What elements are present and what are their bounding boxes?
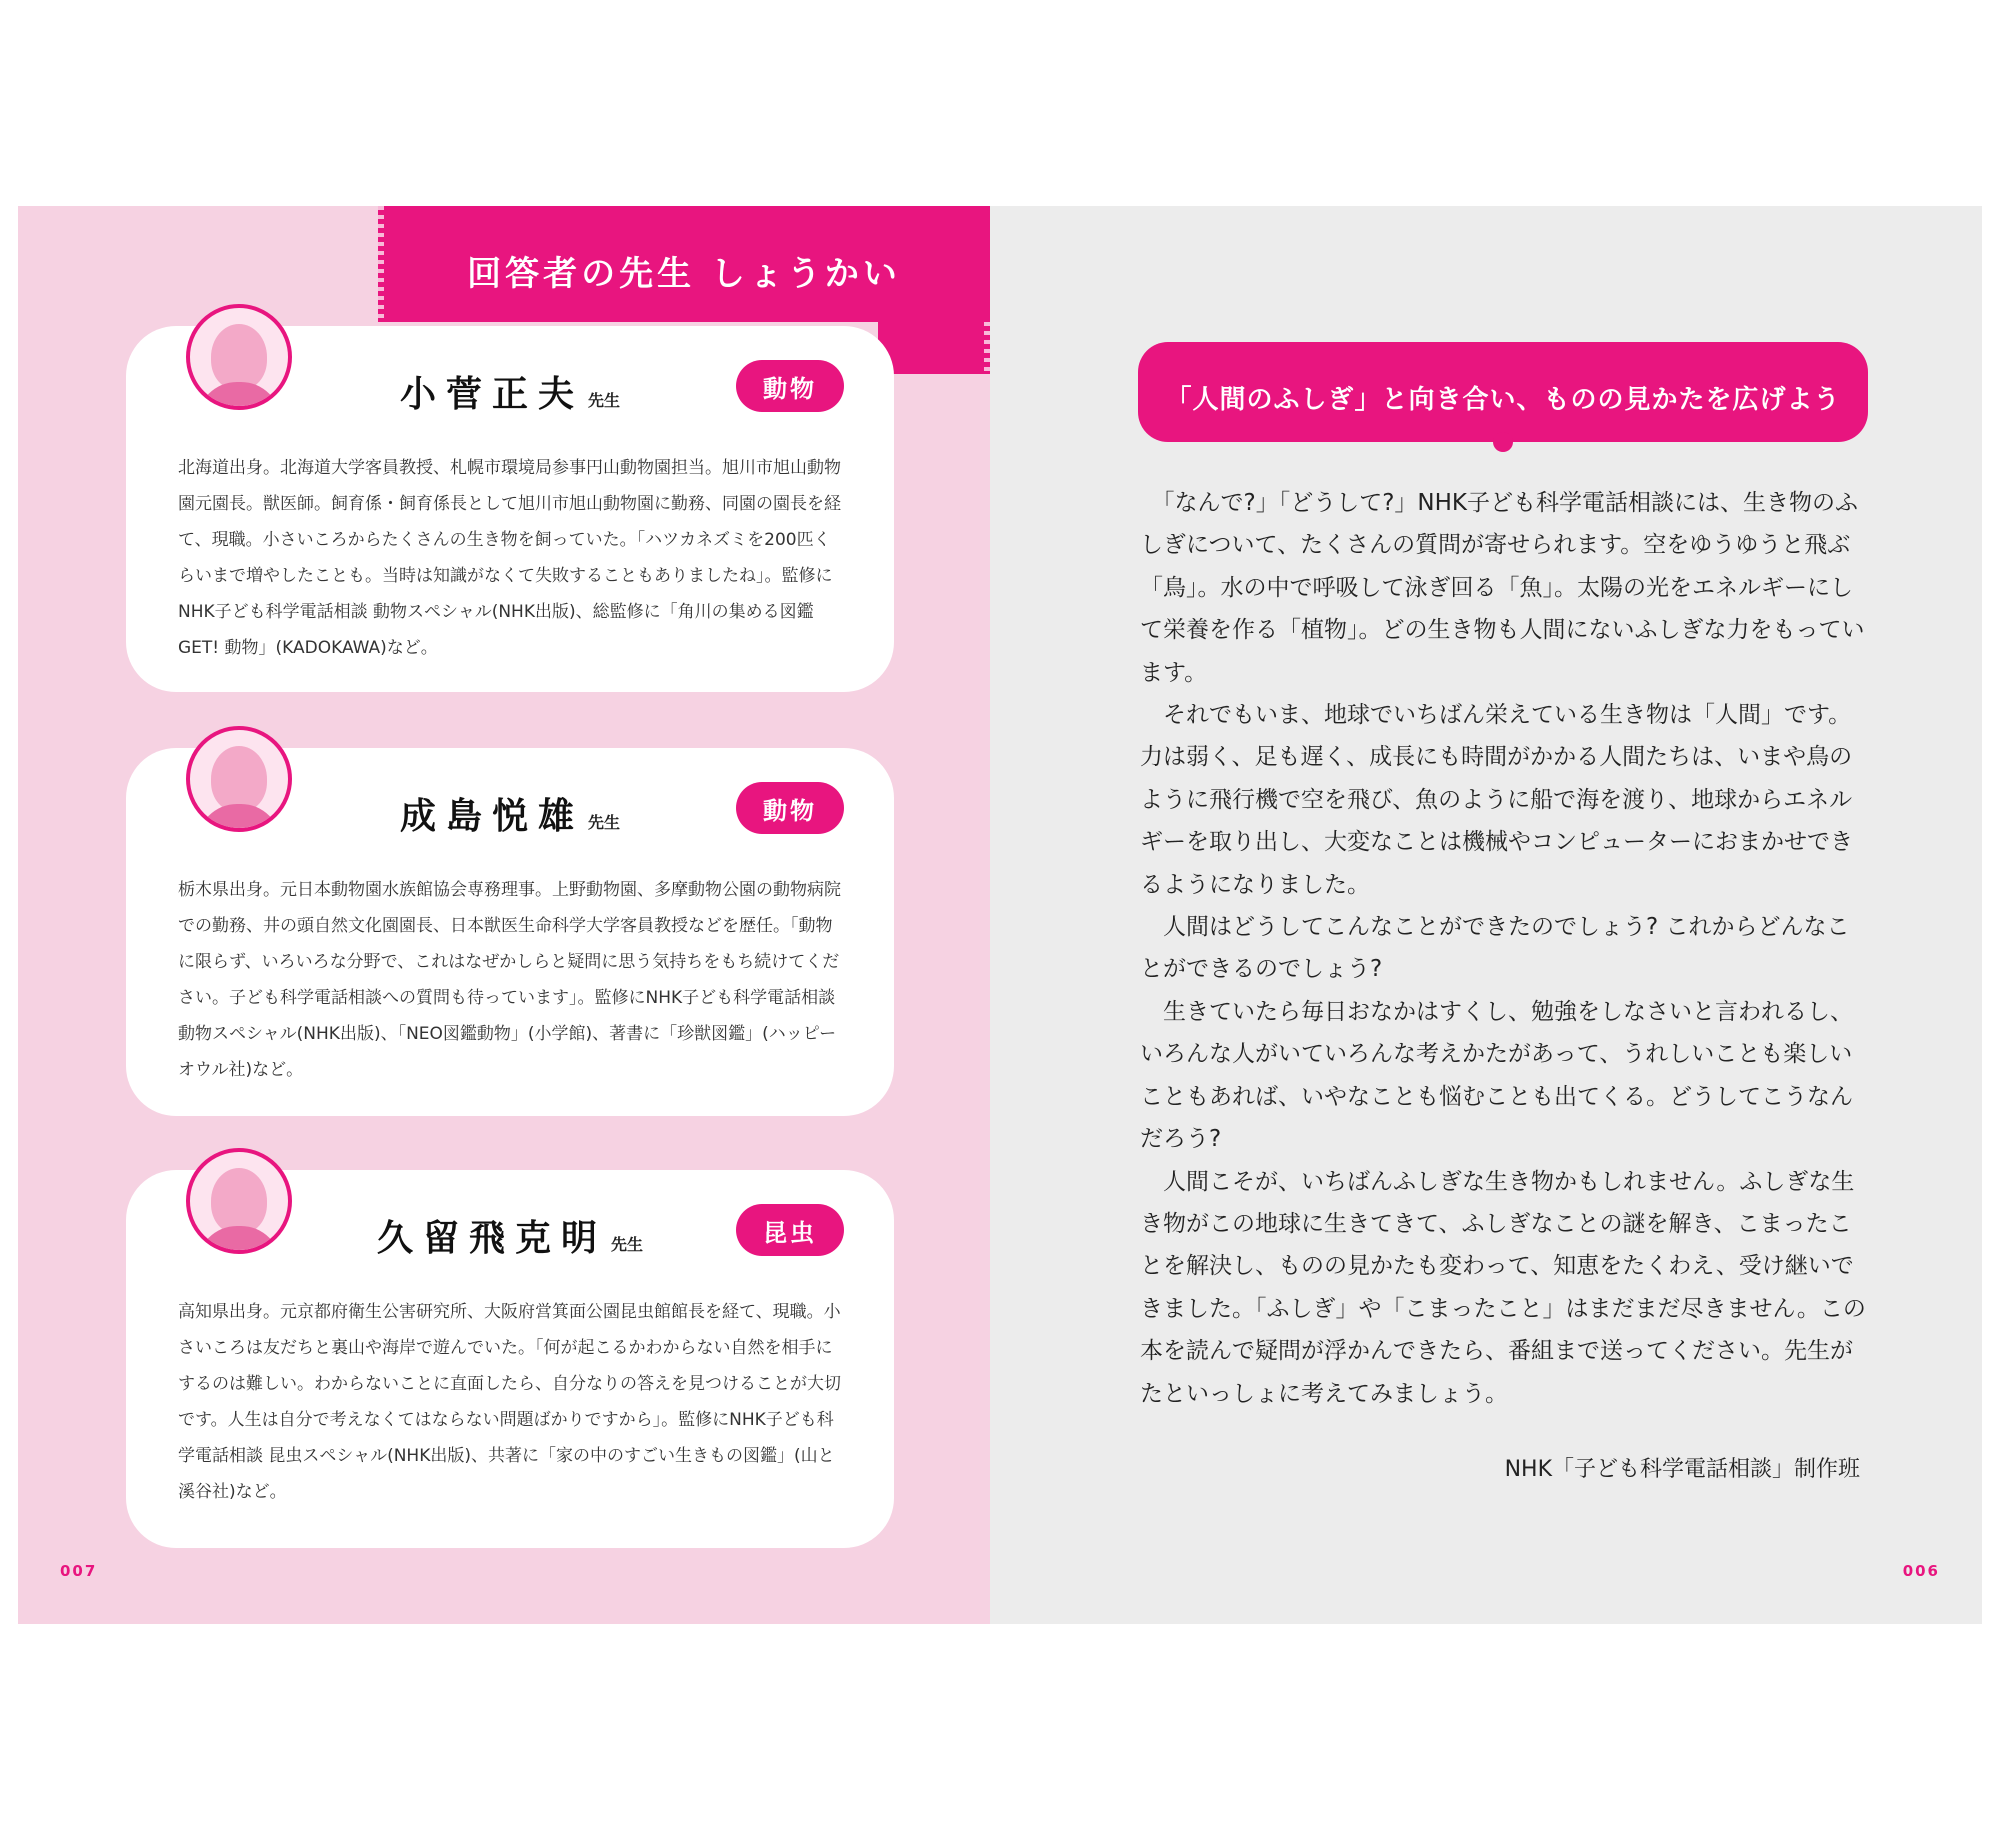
field-badge: 動物: [736, 360, 844, 412]
paragraph: 人間こそが、いちばんふしぎな生き物かもしれません。ふしぎな生き物がこの地球に生きてきて、ふしぎなことの謎を解き、こまったことを解決し、ものの見かたも変わって、知恵をたくわえ、受け継いできました。「ふしぎ」や「こまったこと」はまだまだ尽きません。この本を読んで疑問が浮かんできたら、番組まで送ってください。先生がたといっしょに考えてみましょう。: [1140, 1168, 1866, 1407]
teacher-card: [126, 1170, 894, 1548]
teacher-card: [126, 748, 894, 1116]
paragraph: それでもいま、地球でいちばん栄えている生き物は「人間」です。力は弱く、足も遅く、成長にも時間がかかる人間たちは、いまや鳥のように飛行機で空を飛び、魚のように船で海を渡り、地球からエネルギーを取り出し、大変なことは機械やコンピューターにおまかせできるようになりました。: [1140, 702, 1853, 898]
signature: NHK「子ども科学電話相談」制作班: [1504, 1457, 1860, 1482]
teacher-suffix: 先生: [588, 813, 621, 832]
heading-text: 「人間のふしぎ」と向き合い、ものの見かたを広げよう: [1165, 384, 1841, 415]
teacher-bio: 北海道出身。北海道大学客員教授、札幌市環境局参事円山動物園担当。旭川市旭山動物園元園長。獣医師。飼育係・飼育係長として旭川市旭山動物園に勤務、同園の園長を経て、現職。小さいころからたくさんの生き物を飼っていた。「ハツカネズミを200匹くらいまで増やしたことも。当時は知識がなくて失敗することもありましたね」。監修にNHK子ども科学電話相談 動物スペシャル(NHK出版)、総監修に「角川の集める図鑑GET! 動物」(KADOKAWA)など。: [178, 458, 841, 658]
heading-banner: [1138, 342, 1868, 442]
book-spread: [18, 206, 1982, 1624]
header-tab-tail: [878, 322, 990, 374]
paragraph: 「なんで?」「どうして?」NHK子ども科学電話相談には、生き物のふしぎについて、たくさんの質問が寄せられます。空をゆうゆうと飛ぶ「鳥」。水の中で呼吸して泳ぎ回る「魚」。太陽の光をエネルギーにして栄養を作る「植物」。どの生き物も人間にないふしぎな力をもっています。: [1140, 490, 1865, 686]
paragraph: 人間はどうしてこんなことができたのでしょう? これからどんなことができるのでしょう?: [1140, 914, 1850, 983]
page-number-right: 006: [1902, 1562, 1940, 1580]
teacher-bio: 栃木県出身。元日本動物園水族館協会専務理事。上野動物園、多摩動物公園の動物病院での勤務、井の頭自然文化園園長、日本獣医生命科学大学客員教授などを歴任。「動物に限らず、いろいろな分野で、これはなぜかしらと疑問に思う気持ちをもち続けてください。子ども科学電話相談への質問も待っています」。監修にNHK子ども科学電話相談 動物スペシャル(NHK出版)、「NEO図鑑動物」(小学館)、著書に「珍獣図鑑」(ハッピーオウル社)など。: [178, 880, 841, 1080]
teacher-suffix: 先生: [611, 1235, 644, 1254]
teacher-card: [126, 326, 894, 692]
field-badge: 動物: [736, 782, 844, 834]
teacher-name: 久留飛克明: [376, 1217, 607, 1259]
teacher-suffix: 先生: [588, 391, 621, 410]
page-title: 回答者の先生 しょうかい: [467, 253, 901, 294]
teacher-bio: 高知県出身。元京都府衛生公害研究所、大阪府営箕面公園昆虫館館長を経て、現職。小さいころは友だちと裏山や海岸で遊んでいた。「何が起こるかわからない自然を相手にするのは難しい。わからないことに直面したら、自分なりの答えを見つけることが大切です。人生は自分で考えなくてはならない問題ばかりですから」。監修にNHK子ども科学電話相談 昆虫スペシャル(NHK出版)、共著に「家の中のすごい生きもの図鑑」(山と溪谷社)など。: [178, 1302, 841, 1502]
left-page: [18, 206, 990, 1624]
right-page: [990, 206, 1982, 1624]
page-number-left: 007: [60, 1562, 98, 1580]
teacher-name: 成島悦雄: [399, 795, 584, 837]
teacher-name: 小菅正夫: [399, 373, 584, 415]
header-tab: [378, 206, 990, 322]
paragraph: 生きていたら毎日おなかはすくし、勉強をしなさいと言われるし、いろんな人がいていろんな考えかたがあって、うれしいことも楽しいこともあれば、いやなことも悩むことも出てくる。どうしてこうなんだろう?: [1140, 998, 1853, 1153]
body-text: [1140, 482, 1866, 1415]
field-badge: 昆虫: [736, 1204, 844, 1256]
